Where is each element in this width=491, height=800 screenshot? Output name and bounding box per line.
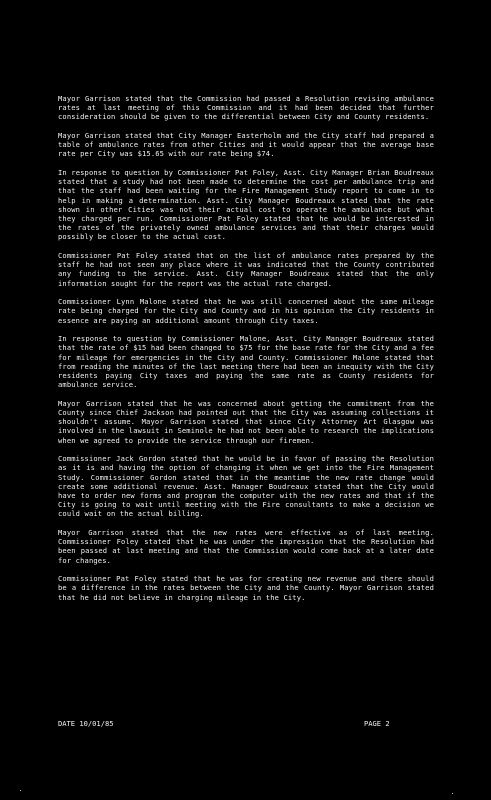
paragraph-5: Commissioner Lynn Malone stated that he was still concerned about the same mileage rate being charged for the City and County and in his opinion the City residents in essence are paying an additional amount through City taxes. xyxy=(58,297,434,325)
paragraph-9: Mayor Garrison stated that the new rates were effective as of last meeting. Commissioner Foley stated that he was under the impression that the Resolution had been passed at last meeting and that the Commission would come back at a later date for changes. xyxy=(58,528,434,565)
page-footer xyxy=(58,719,398,729)
scan-speck xyxy=(452,793,453,794)
paragraph-6: In response to question by Commissioner Malone, Asst. City Manager Boudreaux stated that the rate of $15 had been changed to $75 for the base rate for the City and a fee for mileage for emergencies in the City and County. Commissioner Malone stated that from reading the minutes of the last meeting there had been an inequity with the City residents paying City taxes and paying the same rate as County residents for ambulance service. xyxy=(58,334,434,390)
paragraph-4: Commissioner Pat Foley stated that on the list of ambulance rates prepared by the staff he had not seen any place where it was indicated that the County contributed any funding to the service. Asst. City Manager Boudreaux stated that the only information sought for the report was the actual rate charged. xyxy=(58,251,434,288)
paragraph-10: Commissioner Pat Foley stated that he was for creating new revenue and there should be a difference in the rates between the City and the County. Mayor Garrison stated that he did not believe in charging mileage in the City. xyxy=(58,574,434,602)
paragraph-2: Mayor Garrison stated that City Manager Easterholm and the City staff had prepared a table of ambulance rates from other Cities and it would appear that the average base rate per City was $15.65 with our rate being $74. xyxy=(58,131,434,159)
scan-speck xyxy=(20,790,21,791)
footer-date: DATE 10/01/85 xyxy=(58,719,114,728)
document-body xyxy=(58,94,434,611)
paragraph-7: Mayor Garrison stated that he was concerned about getting the commitment from the County since Chief Jackson had pointed out that the City was assuming collections it shouldn't assume. Mayor Garrison stated that since City Attorney Art Glasgow was involved in the lawsuit in Seminole he had not been able to research the implications when we agreed to provide the service through our firemen. xyxy=(58,398,434,445)
paragraph-3: In response to question by Commissioner Pat Foley, Asst. City Manager Brian Boudreaux stated that a study had not been made to determine the cost per ambulance trip and that the staff had been waiting for the Fire Management Study report to come in to help in making a determination. Asst. City Manager Boudreaux stated that the rate shown in other Cities was not their actual cost to operate the ambulance but what they charged per run. Commissioner Pat Foley stated that he would be interested in the rates of the privately owned ambulance services and that their charges would possibly be closer to the actual cost. xyxy=(58,168,434,242)
paragraph-1: Mayor Garrison stated that the Commission had passed a Resolution revising ambulance rates at last meeting of this Commission and it had been decided that further consideration should be given to the differential between City and County residents. xyxy=(58,94,434,122)
paragraph-8: Commissioner Jack Gordon stated that he would be in favor of passing the Resolution as it is and having the option of changing it when we get into the Fire Management Study. Commissioner Gordon stated that in the meantime the new rate change would create some additional revenue. Asst. Manager Boudreaux stated that the City would have to order new forms and program the computer with the new rates and that if the City is going to wait until meeting with the Fire consultants to make a decision we could wait on the actual billing. xyxy=(58,454,434,519)
footer-page-number: PAGE 2 xyxy=(364,719,390,728)
